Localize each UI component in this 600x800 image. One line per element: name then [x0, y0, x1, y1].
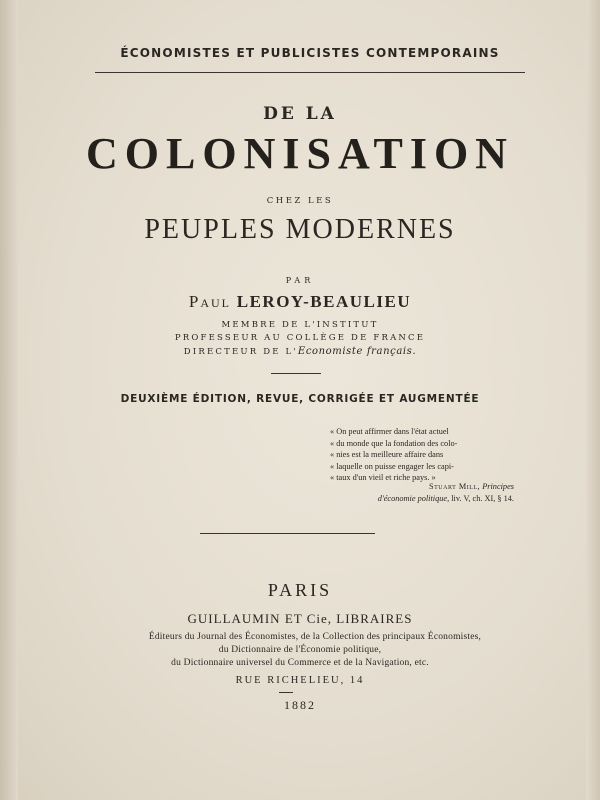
author-name	[0, 292, 600, 312]
main-title: COLONISATION	[86, 129, 514, 178]
imprint-line: Éditeurs du Journal des Économistes, de la Collection des principaux Économistes,	[148, 632, 482, 642]
epigraph-line: « nies est la meilleure affaire dans	[330, 450, 444, 459]
edition-statement: DEUXIÈME ÉDITION, REVUE, CORRIGÉE ET AUGMENTÉE	[120, 393, 480, 405]
author-affiliation: PROFESSEUR AU COLLÈGE DE FRANCE	[174, 333, 426, 343]
publisher-text: GUILLAUMIN ET Cie, LIBRAIRES	[187, 611, 413, 626]
series-rule	[95, 72, 525, 73]
journal-title: Economiste français.	[297, 346, 417, 357]
author-affiliation: MEMBRE DE L'INSTITUT	[221, 320, 379, 330]
attribution-work: Principes	[482, 482, 514, 491]
attribution-line-1	[318, 481, 514, 493]
attribution-author: Stuart Mill,	[429, 482, 481, 491]
publication-year: 1882	[284, 698, 316, 712]
epigraph-line: « du monde que la fondation des colo-	[330, 438, 458, 448]
attribution-reference: liv. V, ch. XI, § 14.	[451, 493, 514, 503]
publisher-name	[0, 611, 600, 627]
epigraph-line: « On peut affirmer dans l'état actuel	[330, 427, 449, 436]
epigraph-attribution	[318, 481, 514, 504]
epigraph-line: « taux d'un vieil et riche pays. »	[330, 473, 436, 482]
series-heading: ÉCONOMISTES ET PUBLICISTES CONTEMPORAINS	[120, 46, 500, 60]
attribution-line-2	[318, 493, 514, 505]
year-rule	[279, 692, 293, 693]
subtitle: PEUPLES MODERNES	[144, 214, 456, 245]
author-last-name: LEROY-BEAULIEU	[236, 292, 412, 311]
publisher-address: RUE RICHELIEU, 14	[235, 675, 365, 686]
divider-rule-long	[200, 533, 375, 534]
by-line: PAR	[285, 276, 315, 285]
divider-rule	[271, 373, 321, 374]
attribution-work-cont: d'économie politique,	[377, 493, 450, 503]
imprint-line: du Dictionnaire universel du Commerce et de la Navigation, etc.	[171, 658, 429, 668]
imprint-line: du Dictionnaire de l'Économie politique,	[218, 645, 382, 655]
title-chez-les: CHEZ LES	[266, 196, 334, 206]
affiliation-prefix: DIRECTEUR DE L'	[183, 347, 298, 357]
author-affiliation	[0, 346, 600, 357]
epigraph-quote	[330, 426, 520, 484]
epigraph-line: « laquelle on puisse engager les capi-	[330, 461, 454, 471]
title-de-la: DE LA	[263, 104, 337, 124]
imprint-city: PARIS	[267, 580, 333, 600]
author-first-name: Paul	[188, 292, 231, 311]
